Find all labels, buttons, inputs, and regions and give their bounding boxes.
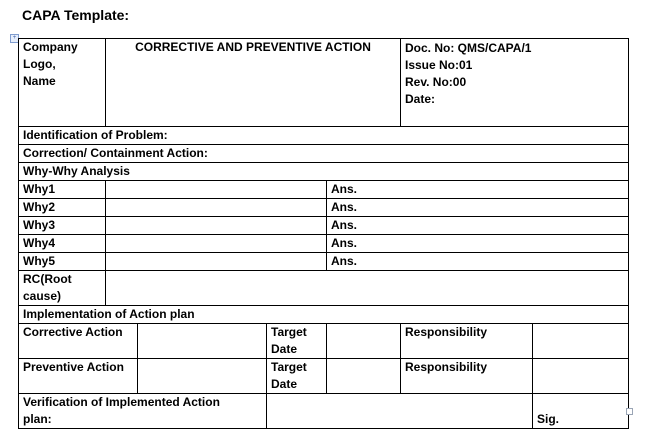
why4-row: [19, 235, 629, 253]
responsibility-field[interactable]: [533, 324, 629, 359]
capa-form-table: [18, 38, 629, 429]
why5-row: [19, 253, 629, 271]
logo-line: Logo,: [23, 57, 56, 71]
target-date-field[interactable]: [327, 324, 401, 359]
responsibility-label: Responsibility: [401, 324, 533, 359]
responsibility-label: Responsibility: [401, 359, 533, 394]
why-label: Why4: [19, 235, 106, 253]
correction-containment-field[interactable]: Correction/ Containment Action:: [19, 145, 629, 163]
name-line: Name: [23, 74, 56, 88]
table-move-handle-icon[interactable]: +: [10, 34, 19, 43]
why-label: Why1: [19, 181, 106, 199]
signature-field[interactable]: Sig.: [533, 394, 629, 429]
why-label: Why3: [19, 217, 106, 235]
doc-number: Doc. No: QMS/CAPA/1: [405, 41, 532, 55]
root-cause-label: RC(Root cause): [19, 271, 106, 306]
preventive-action-label: Preventive Action: [19, 359, 138, 394]
identification-row: [19, 127, 629, 145]
date-label: Date:: [405, 92, 436, 106]
date-word: Date: [271, 342, 298, 356]
why-label: Why5: [19, 253, 106, 271]
header-row: [19, 39, 629, 127]
why1-row: [19, 181, 629, 199]
ans-field[interactable]: Ans.: [327, 199, 629, 217]
verification-field[interactable]: [267, 394, 533, 429]
root-cause-field[interactable]: [106, 271, 629, 306]
root-cause-row: [19, 271, 629, 306]
preventive-action-field[interactable]: [138, 359, 267, 394]
revision-number: Rev. No:00: [405, 75, 467, 89]
verification-row: [19, 394, 629, 429]
implementation-row: [19, 306, 629, 324]
why-answer-field[interactable]: [106, 217, 327, 235]
date-word: Date: [271, 377, 298, 391]
target-date-label: [267, 359, 327, 394]
plan-line: plan:: [23, 412, 52, 426]
why3-row: [19, 217, 629, 235]
why-answer-field[interactable]: [106, 253, 327, 271]
preventive-action-row: [19, 359, 629, 394]
target-date-label: [267, 324, 327, 359]
implementation-of-action-plan-label: Implementation of Action plan: [19, 306, 629, 324]
form-title: CORRECTIVE AND PREVENTIVE ACTION: [106, 39, 401, 127]
target-word: Target: [271, 325, 307, 339]
identification-of-problem-field[interactable]: Identification of Problem:: [19, 127, 629, 145]
why-answer-field[interactable]: [106, 235, 327, 253]
ans-field[interactable]: Ans.: [327, 235, 629, 253]
corrective-action-label: Corrective Action: [19, 324, 138, 359]
correction-row: [19, 145, 629, 163]
target-word: Target: [271, 360, 307, 374]
target-date-field[interactable]: [327, 359, 401, 394]
corrective-action-field[interactable]: [138, 324, 267, 359]
responsibility-field[interactable]: [533, 359, 629, 394]
corrective-action-row: [19, 324, 629, 359]
why-why-row: [19, 163, 629, 181]
company-logo-cell[interactable]: [19, 39, 106, 127]
why-answer-field[interactable]: [106, 181, 327, 199]
why-label: Why2: [19, 199, 106, 217]
ans-field[interactable]: Ans.: [327, 217, 629, 235]
document-info-cell[interactable]: [401, 39, 629, 127]
why-why-analysis-label: Why-Why Analysis: [19, 163, 629, 181]
company-line: Company: [23, 40, 78, 54]
ans-field[interactable]: Ans.: [327, 253, 629, 271]
why-answer-field[interactable]: [106, 199, 327, 217]
verification-line: Verification of Implemented Action: [23, 395, 220, 409]
ans-field[interactable]: Ans.: [327, 181, 629, 199]
verification-label: [19, 394, 267, 429]
page-heading: CAPA Template:: [22, 7, 130, 23]
table-resize-handle-icon[interactable]: [626, 408, 633, 415]
issue-number: Issue No:01: [405, 58, 473, 72]
why2-row: [19, 199, 629, 217]
